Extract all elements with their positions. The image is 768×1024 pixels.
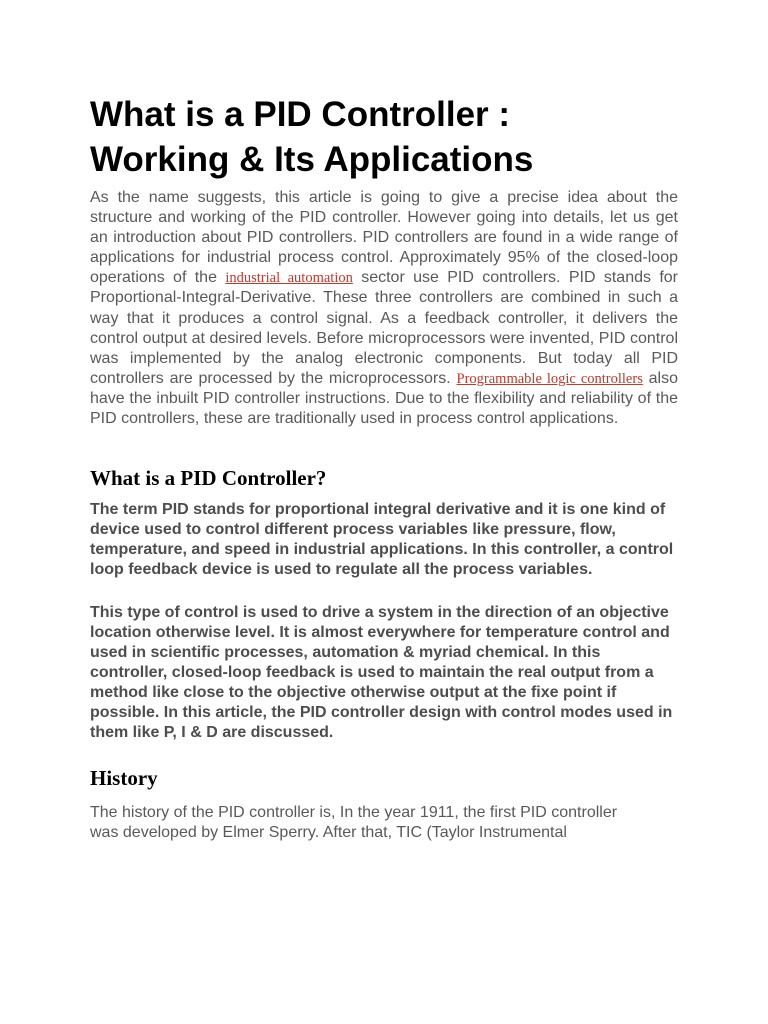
intro-text-part-2: sector use PID controllers. PID stands for Proportional-Integral-Derivative. These three controllers are combined in such a way that it produces a control signal. As a feedback controller, it delivers the control output at desired levels. Before microprocessors were invented, PID control was implemented by the analog electronic components. But today all PID controllers are processed by the microprocessors.	[90, 269, 679, 387]
page-title-line-1: What is a PID Controller :	[90, 95, 511, 134]
pid-definition-paragraph: The term PID stands for proportional integral derivative and it is one kind of device used to control different process variables like pressure, flow, temperature, and speed in industrial applications. In this controller, a control loop feedback device is used to regulate all the process variables.	[90, 501, 674, 579]
intro-text-part-1: As the name suggests, this article is going to give a precise idea about the structure and working of the PID controller. However going into details, let us get an introduction about PID controllers. PID controllers are found in a wide range of applications for industrial process control. Approximately 95% of the closed-loop operations of the	[90, 189, 678, 287]
history-line-2: was developed by Elmer Sperry. After that, TIC (Taylor Instrumental	[90, 824, 567, 842]
programmable-logic-controllers-link[interactable]: Programmable logic controllers	[456, 370, 643, 387]
page-title-line-2: Working & Its Applications	[90, 140, 534, 179]
intro-text-part-3: also have the inbuilt PID controller instructions. Due to the flexibility and reliability of the PID controllers, these are traditionally used in process control applications.	[90, 369, 678, 428]
pid-control-paragraph: This type of control is used to drive a system in the direction of an objective location otherwise level. It is almost everywhere for temperature control and used in scientific processes, automation & myriad chemical. In this controller, closed-loop feedback is used to maintain the real output from a method like close to the objective otherwise output at the fixe point if possible. In this article, the PID controller design with control modes used in them like P, I & D are discussed.	[90, 603, 673, 742]
industrial-automation-link[interactable]: industrial automation	[225, 270, 353, 287]
page-title	[90, 92, 678, 182]
history-line-1: The history of the PID controller is, In the year 1911, the first PID controller	[90, 804, 618, 822]
intro-paragraph	[90, 188, 678, 429]
document-page	[90, 92, 678, 843]
section-heading-what-is-pid: What is a PID Controller?	[90, 466, 327, 491]
section-heading-history: History	[90, 766, 158, 791]
history-paragraph	[90, 803, 678, 843]
